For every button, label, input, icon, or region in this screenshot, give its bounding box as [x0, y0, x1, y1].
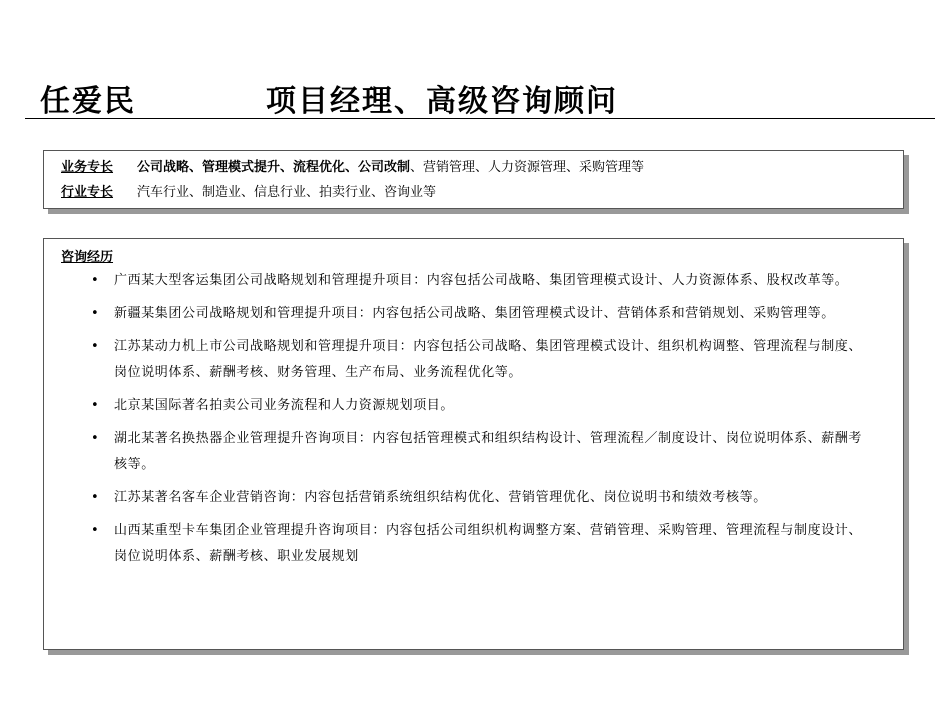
bullet-icon: • — [91, 339, 100, 354]
bullet-icon: • — [91, 273, 100, 288]
expertise-box — [43, 150, 904, 209]
experience-list — [89, 268, 874, 577]
list-item — [89, 301, 874, 327]
business-expertise-bold: 公司战略、管理模式提升、流程优化、公司改制 — [137, 160, 411, 175]
experience-item-text: 湖北某著名换热器企业管理提升咨询项目：内容包括管理模式和组织结构设计、管理流程／制度设计、岗位说明体系、薪酬考核等。 — [114, 431, 863, 472]
person-name: 任爱民 — [40, 84, 136, 119]
list-item — [89, 393, 874, 419]
list-item — [89, 518, 874, 570]
list-item — [89, 268, 874, 294]
experience-item-text: 北京某国际著名拍卖公司业务流程和人力资源规划项目。 — [114, 398, 455, 413]
job-title: 项目经理、高级咨询顾问 — [266, 84, 618, 119]
bullet-icon: • — [91, 306, 100, 321]
header-divider — [25, 118, 935, 119]
list-item — [89, 334, 874, 386]
experience-item-text: 广西某大型客运集团公司战略规划和管理提升项目：内容包括公司战略、集团管理模式设计、人力资源体系、股权改革等。 — [114, 273, 849, 288]
industry-expertise-value: 汽车行业、制造业、信息行业、拍卖行业、咨询业等 — [137, 185, 437, 200]
list-item — [89, 485, 874, 511]
experience-box — [43, 238, 904, 650]
business-expertise-row — [61, 160, 644, 176]
bullet-icon: • — [91, 490, 100, 505]
bullet-icon: • — [91, 431, 100, 446]
industry-expertise-row — [61, 185, 436, 201]
bullet-icon: • — [91, 398, 100, 413]
header — [40, 76, 920, 119]
business-expertise-label: 业务专长 — [61, 160, 114, 175]
experience-item-text: 江苏某动力机上市公司战略规划和管理提升项目：内容包括公司战略、集团管理模式设计、组织机构调整、管理流程与制度、岗位说明体系、薪酬考核、财务管理、生产布局、业务流程优化等。 — [114, 339, 863, 380]
list-item — [89, 426, 874, 478]
experience-item-text: 江苏某著名客车企业营销咨询：内容包括营销系统组织结构优化、营销管理优化、岗位说明书和绩效考核等。 — [114, 490, 767, 505]
experience-item-text: 新疆某集团公司战略规划和管理提升项目：内容包括公司战略、集团管理模式设计、营销体系和营销规划、采购管理等。 — [114, 306, 835, 321]
experience-item-text: 山西某重型卡车集团企业管理提升咨询项目：内容包括公司组织机构调整方案、营销管理、采购管理、管理流程与制度设计、岗位说明体系、薪酬考核、职业发展规划 — [114, 523, 863, 564]
business-expertise-rest: 、营销管理、人力资源管理、采购管理等 — [410, 160, 645, 175]
bullet-icon: • — [91, 523, 100, 538]
industry-expertise-label: 行业专长 — [61, 185, 114, 200]
experience-title: 咨询经历 — [61, 250, 114, 265]
